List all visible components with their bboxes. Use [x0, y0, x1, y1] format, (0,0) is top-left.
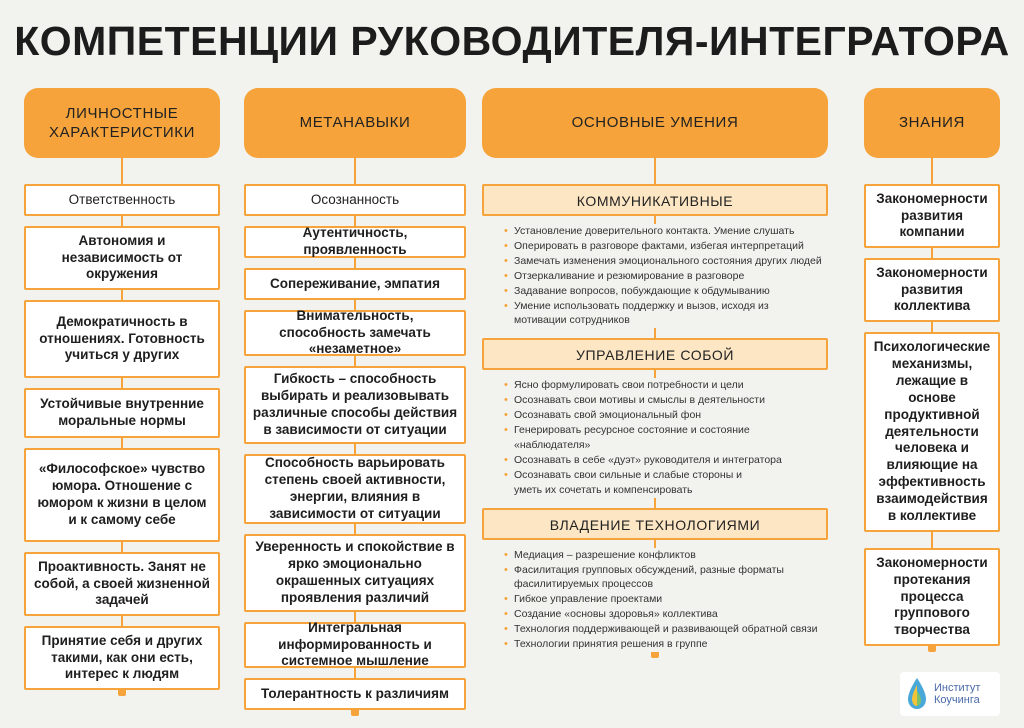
logo-text — [934, 682, 980, 706]
personal-item: «Философское» чувство юмора. Отношение с юмором к жизни в целом и к самому себе — [24, 448, 220, 542]
skills-group-title: ВЛАДЕНИЕ ТЕХНОЛОГИЯМИ — [482, 508, 828, 540]
meta-item: Толерантность к различиям — [244, 678, 466, 710]
list-item: • Умение использовать поддержку и вызов, исходя из мотивации сотрудников — [504, 299, 774, 329]
personal-item: Демократичность в отношениях. Готовность учиться у других — [24, 300, 220, 378]
knowledge-item: Психологические механизмы, лежащие в основе продуктивной деятельности человека и влияющие на эффективность взаимодействия в коллективе — [864, 332, 1000, 532]
logo-line2: Коучинга — [934, 694, 980, 706]
meta-header: МЕТАНАВЫКИ — [244, 88, 466, 158]
institute-logo — [900, 672, 1000, 716]
list-item: • Замечать изменения эмоционального состояния других людей — [504, 254, 828, 269]
list-item: • Осознавать свои мотивы и смыслы в деятельности — [504, 393, 828, 408]
list-item: • Установление доверительного контакта. Умение слушать — [504, 224, 828, 239]
drop-logo-icon — [906, 677, 928, 711]
column-meta — [244, 88, 466, 720]
meta-item: Осознанность — [244, 184, 466, 216]
knowledge-item: Закономерности развития коллектива — [864, 258, 1000, 322]
list-item: • Технологии принятия решения в группе — [504, 637, 828, 652]
knowledge-list — [864, 184, 1000, 646]
skills-group-title: КОММУНИКАТИВНЫЕ — [482, 184, 828, 216]
list-item: • Технология поддерживающей и развивающей обратной связи — [504, 622, 828, 637]
personal-item: Проактивность. Занят не собой, а своей жизненной задачей — [24, 552, 220, 616]
column-skills — [482, 88, 828, 662]
list-item: • Оперировать в разговоре фактами, избегая интерпретаций — [504, 239, 828, 254]
meta-item: Интегральная информированность и системное мышление — [244, 622, 466, 668]
skills-header: ОСНОВНЫЕ УМЕНИЯ — [482, 88, 828, 158]
column-knowledge — [864, 88, 1000, 656]
list-item: • Осознавать свои сильные и слабые стороны и уметь их сочетать и компенсировать — [504, 468, 754, 498]
meta-item: Внимательность, способность замечать «незаметное» — [244, 310, 466, 356]
personal-item: Принятие себя и других такими, как они есть, интерес к людям — [24, 626, 220, 690]
personal-item: Ответственность — [24, 184, 220, 216]
column-personal — [24, 88, 220, 700]
meta-item: Гибкость – способность выбирать и реализовывать различные способы действия в зависимости от ситуации — [244, 366, 466, 444]
meta-item: Аутентичность, проявленность — [244, 226, 466, 258]
knowledge-item: Закономерности развития компании — [864, 184, 1000, 248]
list-item: • Создание «основы здоровья» коллектива — [504, 607, 828, 622]
skills-group-list — [482, 224, 828, 328]
skills-list — [482, 184, 828, 652]
personal-list — [24, 184, 220, 690]
skills-group-list — [482, 378, 828, 497]
list-item: • Генерировать ресурсное состояние и состояние «наблюдателя» — [504, 423, 828, 453]
meta-item: Способность варьировать степень своей активности, энергии, влияния в зависимости от ситуации — [244, 454, 466, 524]
personal-header: ЛИЧНОСТНЫЕ ХАРАКТЕРИСТИКИ — [24, 88, 220, 158]
list-item: • Фасилитация групповых обсуждений, разные форматы фасилитируемых процессов — [504, 563, 814, 593]
meta-item: Уверенность и спокойствие в ярко эмоционально окрашенных ситуациях проявления различий — [244, 534, 466, 612]
personal-item: Автономия и независимость от окружения — [24, 226, 220, 290]
list-item: • Ясно формулировать свои потребности и цели — [504, 378, 828, 393]
list-item: • Осознавать свой эмоциональный фон — [504, 408, 828, 423]
list-item: • Осознавать в себе «дуэт» руководителя и интегратора — [504, 453, 828, 468]
page-title: КОМПЕТЕНЦИИ РУКОВОДИТЕЛЯ-ИНТЕГРАТОРА — [14, 18, 1010, 64]
knowledge-item: Закономерности протекания процесса группового творчества — [864, 548, 1000, 646]
list-item: • Гибкое управление проектами — [504, 592, 828, 607]
meta-item: Сопереживание, эмпатия — [244, 268, 466, 300]
skills-group-list — [482, 548, 828, 652]
logo-line1: Институт — [934, 681, 981, 694]
list-item: • Медиация – разрешение конфликтов — [504, 548, 828, 563]
knowledge-header: ЗНАНИЯ — [864, 88, 1000, 158]
list-item: • Задавание вопросов, побуждающие к обдумыванию — [504, 284, 828, 299]
list-item: • Отзеркаливание и резюмирование в разговоре — [504, 269, 828, 284]
meta-list — [244, 184, 466, 710]
skills-group-title: УПРАВЛЕНИЕ СОБОЙ — [482, 338, 828, 370]
personal-item: Устойчивые внутренние моральные нормы — [24, 388, 220, 438]
